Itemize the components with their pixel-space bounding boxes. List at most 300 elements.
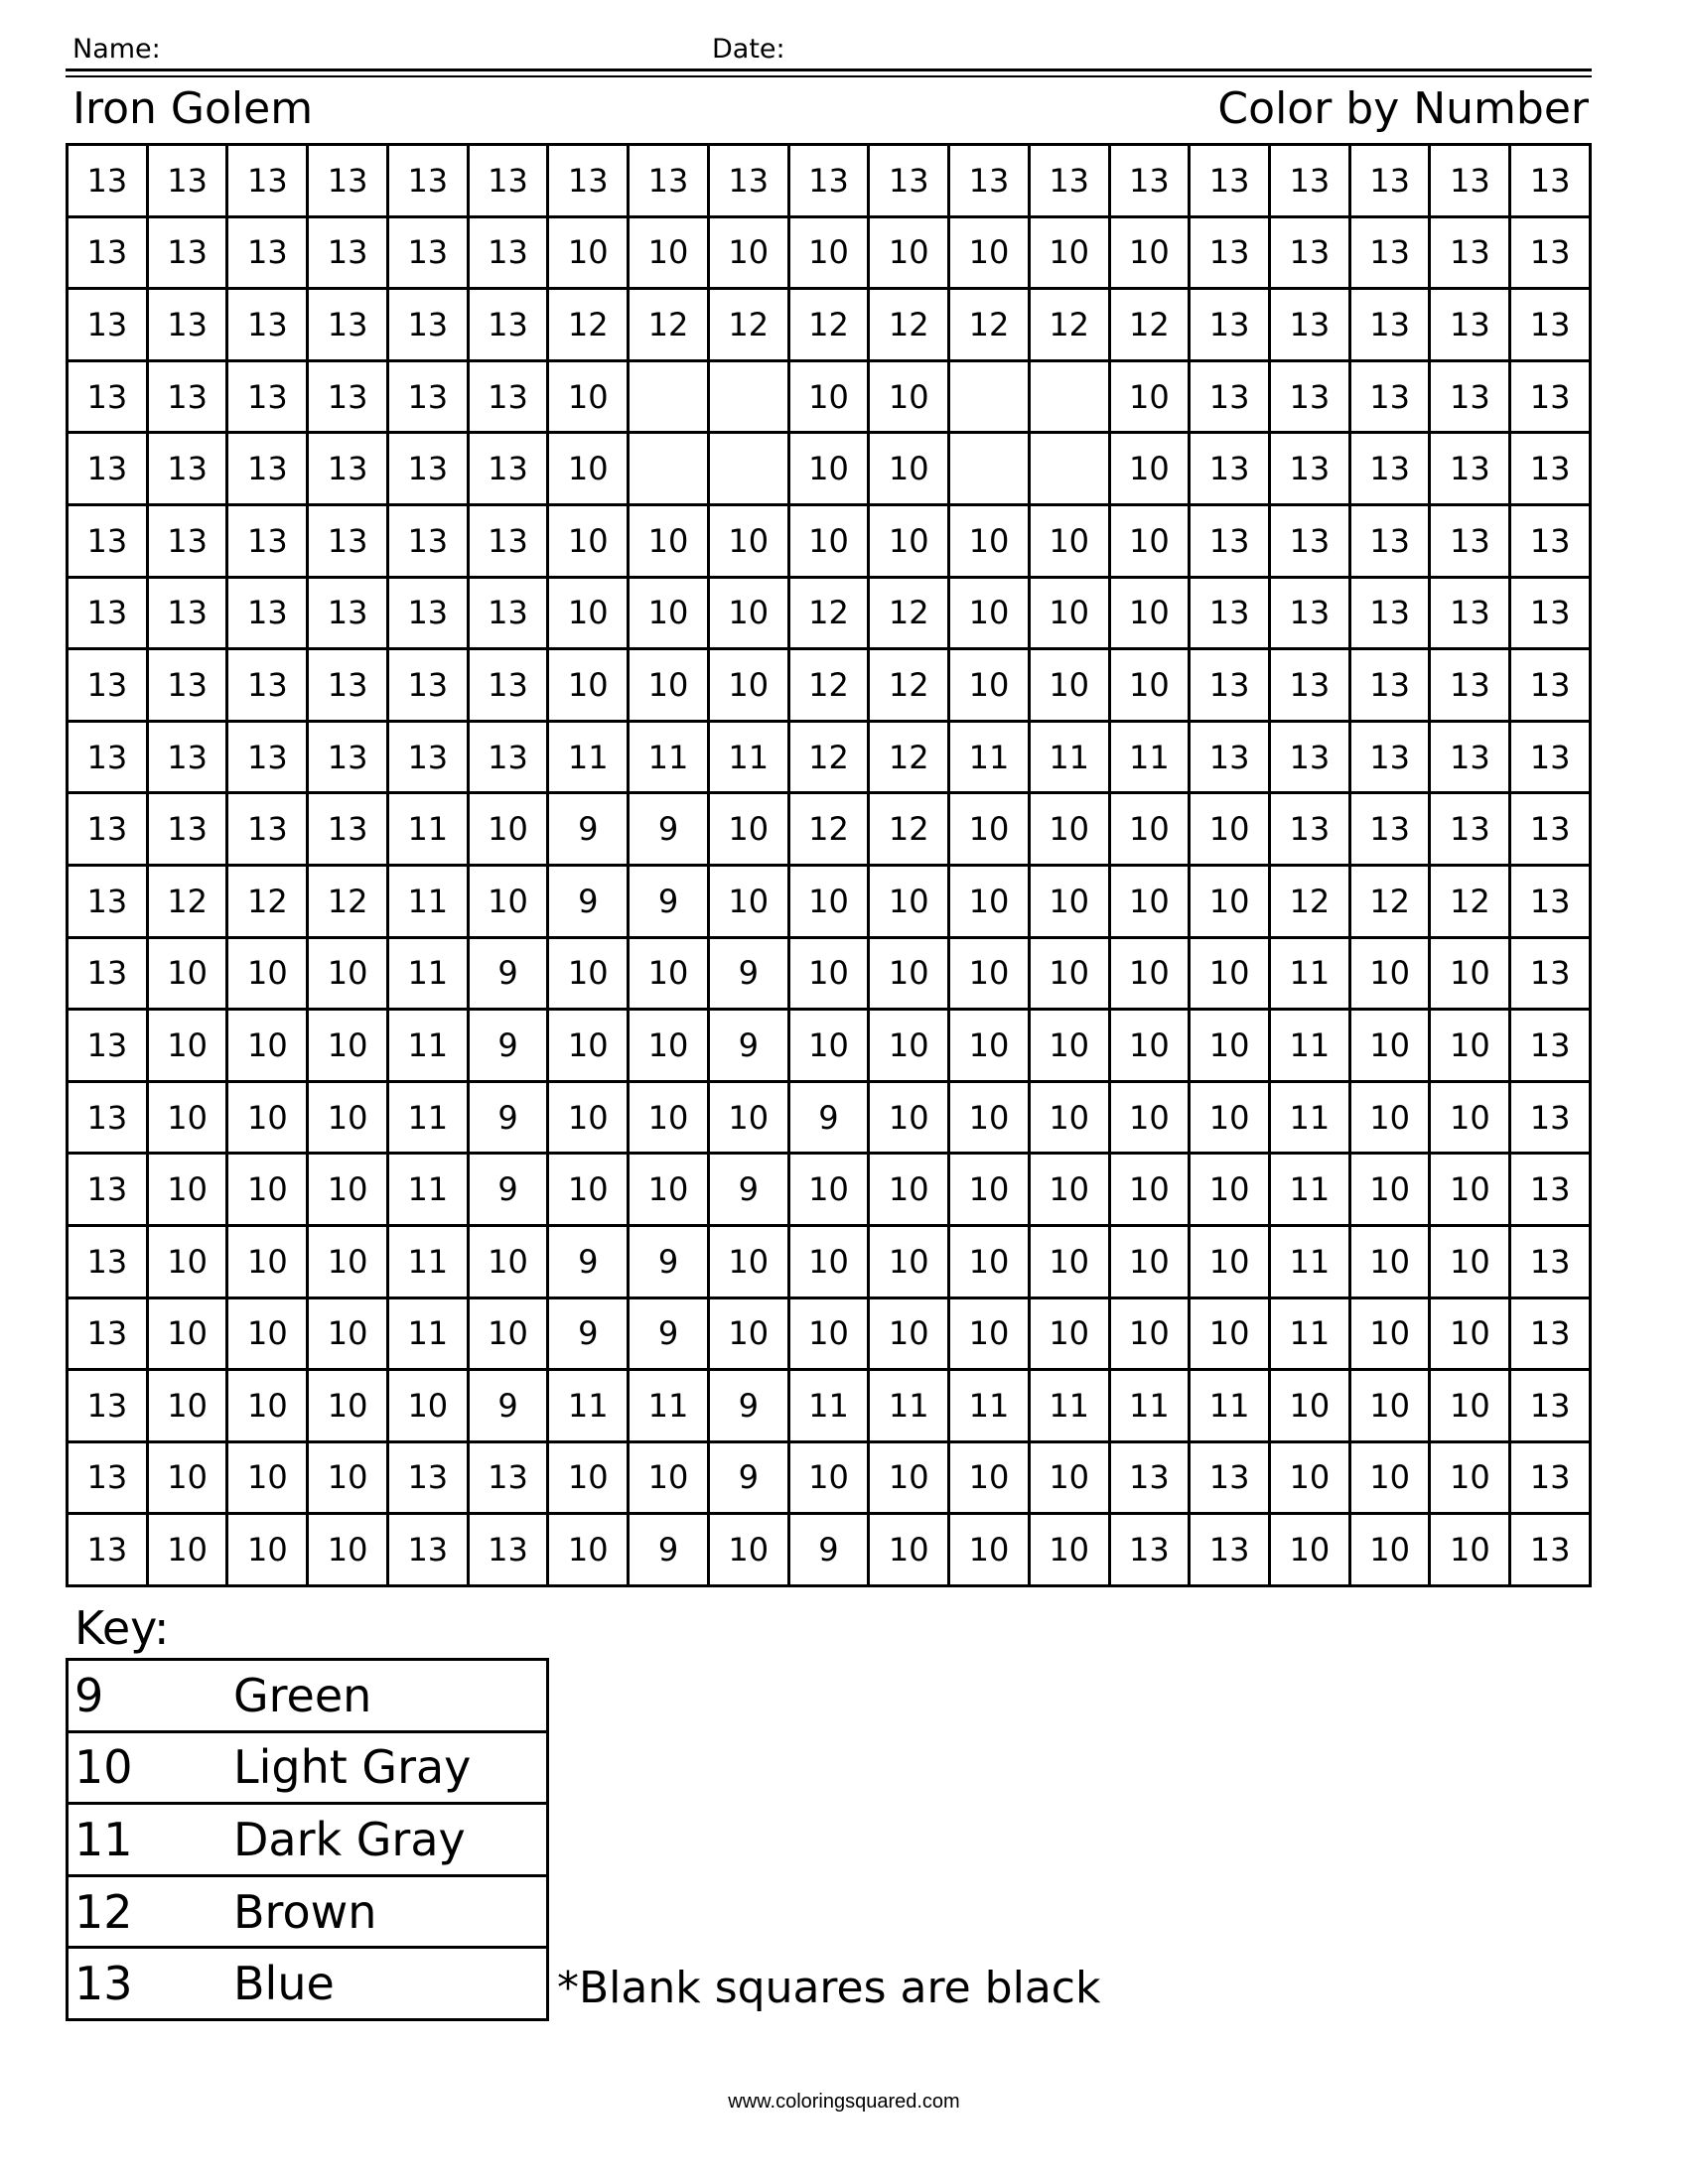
key-number: 13 — [68, 1948, 234, 2020]
grid-cell: 10 — [1029, 577, 1109, 649]
grid-cell: 10 — [548, 504, 629, 577]
grid-cell: 13 — [387, 145, 468, 217]
grid-cell: 10 — [1270, 1514, 1350, 1586]
grid-cell: 13 — [468, 577, 548, 649]
grid-cell: 13 — [308, 145, 388, 217]
grid-cell: 10 — [788, 865, 869, 937]
grid-cell: 11 — [949, 1370, 1030, 1442]
grid-cell: 13 — [1510, 793, 1591, 866]
grid-cell: 10 — [949, 1154, 1030, 1226]
grid-cell — [949, 433, 1030, 505]
grid-cell: 13 — [147, 360, 227, 433]
worksheet-title: Iron Golem — [72, 83, 314, 134]
grid-cell — [708, 433, 788, 505]
grid-cell: 13 — [1190, 721, 1270, 793]
grid-cell: 10 — [949, 1010, 1030, 1082]
grid-cell — [629, 360, 709, 433]
grid-cell: 10 — [1109, 793, 1190, 866]
grid-cell: 12 — [308, 865, 388, 937]
grid-cell: 10 — [629, 1441, 709, 1514]
grid-cell: 10 — [949, 577, 1030, 649]
grid-cell: 10 — [1349, 1154, 1430, 1226]
grid-cell: 11 — [1270, 1297, 1350, 1370]
grid-cell: 11 — [387, 1010, 468, 1082]
grid-cell: 12 — [949, 289, 1030, 361]
grid-cell: 13 — [387, 649, 468, 722]
grid-cell: 13 — [468, 721, 548, 793]
grid-cell: 13 — [227, 504, 308, 577]
grid-cell: 13 — [147, 216, 227, 289]
grid-cell: 10 — [1029, 1514, 1109, 1586]
grid-cell: 13 — [147, 577, 227, 649]
grid-cell: 10 — [1029, 937, 1109, 1010]
grid-cell — [1029, 433, 1109, 505]
grid-cell: 13 — [1510, 289, 1591, 361]
grid-cell: 13 — [1510, 145, 1591, 217]
grid-cell: 13 — [147, 721, 227, 793]
grid-cell: 13 — [387, 577, 468, 649]
grid-cell: 13 — [1270, 793, 1350, 866]
grid-cell: 13 — [1510, 577, 1591, 649]
grid-cell: 13 — [1430, 216, 1510, 289]
grid-cell: 10 — [308, 1154, 388, 1226]
worksheet-subtitle: Color by Number — [1217, 83, 1589, 134]
grid-cell: 9 — [708, 937, 788, 1010]
grid-cell: 13 — [68, 504, 148, 577]
grid-cell: 13 — [68, 937, 148, 1010]
grid-cell: 10 — [869, 937, 949, 1010]
grid-cell: 9 — [468, 1154, 548, 1226]
grid-cell: 13 — [387, 1441, 468, 1514]
grid-cell: 10 — [1349, 1370, 1430, 1442]
grid-cell: 10 — [949, 216, 1030, 289]
grid-cell: 10 — [629, 1081, 709, 1154]
grid-cell: 12 — [869, 793, 949, 866]
grid-cell: 10 — [308, 1514, 388, 1586]
grid-cell: 13 — [468, 504, 548, 577]
grid-cell: 10 — [1349, 1081, 1430, 1154]
grid-cell: 10 — [1029, 649, 1109, 722]
grid-row — [68, 1010, 1591, 1082]
grid-cell: 10 — [708, 577, 788, 649]
grid-cell: 13 — [227, 577, 308, 649]
grid-cell: 13 — [1190, 433, 1270, 505]
grid-cell: 13 — [308, 216, 388, 289]
grid-cell: 13 — [387, 289, 468, 361]
grid-cell: 13 — [387, 1514, 468, 1586]
grid-row — [68, 649, 1591, 722]
grid-cell: 10 — [1190, 1225, 1270, 1297]
grid-cell: 13 — [1510, 1370, 1591, 1442]
grid-cell: 10 — [227, 1010, 308, 1082]
grid-cell: 11 — [1270, 1154, 1350, 1226]
grid-cell: 10 — [708, 504, 788, 577]
grid-row — [68, 1081, 1591, 1154]
grid-cell: 10 — [869, 433, 949, 505]
grid-cell: 13 — [387, 216, 468, 289]
grid-cell: 11 — [1270, 1225, 1350, 1297]
grid-cell: 10 — [788, 1010, 869, 1082]
grid-cell: 10 — [1430, 1081, 1510, 1154]
grid-cell: 10 — [949, 649, 1030, 722]
grid-cell: 10 — [308, 1297, 388, 1370]
grid-cell: 10 — [629, 937, 709, 1010]
grid-cell: 10 — [468, 1297, 548, 1370]
color-grid — [66, 143, 1592, 1587]
grid-cell: 13 — [1349, 577, 1430, 649]
grid-cell: 10 — [548, 1154, 629, 1226]
grid-cell: 13 — [227, 433, 308, 505]
grid-cell: 13 — [468, 289, 548, 361]
grid-cell: 10 — [1349, 937, 1430, 1010]
grid-cell: 13 — [1430, 649, 1510, 722]
grid-cell: 11 — [1109, 721, 1190, 793]
grid-cell: 13 — [1190, 1441, 1270, 1514]
grid-cell: 10 — [1430, 1154, 1510, 1226]
grid-row — [68, 937, 1591, 1010]
grid-cell: 13 — [1270, 577, 1350, 649]
grid-cell: 10 — [708, 793, 788, 866]
grid-cell: 10 — [1190, 1081, 1270, 1154]
grid-cell: 10 — [227, 1154, 308, 1226]
grid-cell: 10 — [788, 1154, 869, 1226]
grid-cell: 10 — [869, 1225, 949, 1297]
grid-cell: 10 — [788, 1297, 869, 1370]
grid-cell: 13 — [1349, 145, 1430, 217]
grid-cell: 10 — [1109, 1081, 1190, 1154]
grid-cell — [629, 433, 709, 505]
key-color-name: Green — [233, 1660, 548, 1732]
grid-cell: 13 — [1349, 721, 1430, 793]
grid-cell: 13 — [1190, 145, 1270, 217]
grid-cell: 13 — [308, 360, 388, 433]
grid-cell: 13 — [629, 145, 709, 217]
grid-cell: 10 — [147, 1514, 227, 1586]
grid-cell: 13 — [227, 793, 308, 866]
grid-cell: 13 — [869, 145, 949, 217]
grid-cell: 10 — [1430, 1225, 1510, 1297]
grid-cell: 9 — [629, 793, 709, 866]
grid-cell: 11 — [788, 1370, 869, 1442]
grid-cell: 12 — [788, 649, 869, 722]
grid-cell: 10 — [548, 577, 629, 649]
grid-cell: 13 — [468, 1441, 548, 1514]
grid-cell: 10 — [1190, 1154, 1270, 1226]
grid-cell: 10 — [869, 1297, 949, 1370]
grid-cell: 13 — [468, 145, 548, 217]
grid-cell: 13 — [1109, 1514, 1190, 1586]
grid-row — [68, 721, 1591, 793]
grid-cell — [1029, 360, 1109, 433]
grid-cell: 13 — [68, 1297, 148, 1370]
grid-cell: 11 — [1270, 937, 1350, 1010]
grid-cell: 10 — [147, 1225, 227, 1297]
grid-cell: 10 — [629, 1154, 709, 1226]
grid-cell: 13 — [1510, 1081, 1591, 1154]
grid-cell: 10 — [1109, 216, 1190, 289]
grid-cell: 13 — [1190, 289, 1270, 361]
grid-cell: 10 — [548, 937, 629, 1010]
grid-cell: 9 — [629, 1225, 709, 1297]
grid-cell: 13 — [68, 649, 148, 722]
grid-cell: 11 — [1029, 1370, 1109, 1442]
grid-cell: 10 — [147, 1081, 227, 1154]
grid-cell: 13 — [68, 1154, 148, 1226]
key-number: 9 — [68, 1660, 234, 1732]
grid-cell: 10 — [1190, 1297, 1270, 1370]
date-label: Date: — [712, 34, 785, 65]
grid-cell: 10 — [1349, 1010, 1430, 1082]
grid-cell: 10 — [708, 1514, 788, 1586]
grid-cell: 10 — [548, 216, 629, 289]
grid-cell: 13 — [1349, 360, 1430, 433]
grid-cell: 9 — [468, 1081, 548, 1154]
grid-cell: 13 — [1029, 145, 1109, 217]
grid-cell: 10 — [949, 1081, 1030, 1154]
grid-cell: 13 — [227, 360, 308, 433]
grid-cell: 13 — [147, 145, 227, 217]
grid-cell: 13 — [1190, 360, 1270, 433]
header-rule-top — [66, 68, 1592, 71]
grid-cell: 13 — [1430, 360, 1510, 433]
grid-cell: 11 — [387, 1297, 468, 1370]
grid-cell: 10 — [227, 1225, 308, 1297]
grid-cell: 10 — [788, 937, 869, 1010]
grid-cell: 12 — [1109, 289, 1190, 361]
grid-cell: 13 — [308, 289, 388, 361]
grid-cell: 13 — [227, 721, 308, 793]
grid-cell: 10 — [1190, 937, 1270, 1010]
grid-cell: 10 — [1430, 1514, 1510, 1586]
grid-cell: 10 — [227, 1297, 308, 1370]
key-row — [68, 1804, 548, 1876]
grid-cell: 12 — [708, 289, 788, 361]
grid-cell: 9 — [629, 1297, 709, 1370]
key-row — [68, 1948, 548, 2020]
grid-cell: 9 — [468, 1010, 548, 1082]
grid-cell: 13 — [1510, 1225, 1591, 1297]
grid-cell: 9 — [629, 865, 709, 937]
grid-cell: 13 — [387, 433, 468, 505]
grid-cell: 10 — [308, 1370, 388, 1442]
grid-cell: 13 — [1510, 937, 1591, 1010]
grid-cell: 10 — [468, 1225, 548, 1297]
grid-cell: 10 — [1349, 1297, 1430, 1370]
grid-cell: 10 — [1029, 1441, 1109, 1514]
grid-cell: 10 — [949, 1514, 1030, 1586]
grid-cell: 11 — [869, 1370, 949, 1442]
grid-cell: 10 — [1029, 1297, 1109, 1370]
grid-cell: 10 — [308, 1225, 388, 1297]
grid-cell: 10 — [1109, 577, 1190, 649]
grid-cell: 10 — [949, 504, 1030, 577]
grid-cell: 13 — [788, 145, 869, 217]
grid-cell: 10 — [1109, 937, 1190, 1010]
grid-cell: 10 — [629, 216, 709, 289]
grid-cell: 13 — [1510, 865, 1591, 937]
grid-cell: 10 — [869, 360, 949, 433]
grid-cell: 9 — [548, 793, 629, 866]
grid-row — [68, 289, 1591, 361]
grid-cell: 10 — [788, 504, 869, 577]
grid-cell: 13 — [949, 145, 1030, 217]
grid-cell: 13 — [1270, 721, 1350, 793]
grid-cell: 10 — [1029, 865, 1109, 937]
grid-cell: 13 — [1430, 793, 1510, 866]
grid-cell: 10 — [227, 937, 308, 1010]
name-label: Name: — [72, 34, 161, 65]
grid-cell: 10 — [147, 1010, 227, 1082]
grid-cell: 12 — [788, 289, 869, 361]
grid-cell: 12 — [1270, 865, 1350, 937]
grid-cell: 13 — [468, 649, 548, 722]
grid-cell: 10 — [1430, 1010, 1510, 1082]
grid-cell: 13 — [1510, 360, 1591, 433]
key-number: 10 — [68, 1731, 234, 1804]
grid-cell: 13 — [1510, 1154, 1591, 1226]
grid-row — [68, 433, 1591, 505]
grid-cell: 13 — [68, 1225, 148, 1297]
grid-cell: 10 — [869, 1154, 949, 1226]
grid-cell: 10 — [869, 1441, 949, 1514]
grid-cell: 10 — [147, 1154, 227, 1226]
grid-cell: 13 — [147, 504, 227, 577]
grid-cell: 10 — [1029, 504, 1109, 577]
grid-cell: 13 — [68, 1514, 148, 1586]
grid-cell: 12 — [869, 289, 949, 361]
grid-cell: 13 — [147, 793, 227, 866]
grid-cell: 11 — [949, 721, 1030, 793]
grid-cell: 13 — [1109, 145, 1190, 217]
grid-cell: 13 — [468, 216, 548, 289]
grid-cell: 13 — [1349, 504, 1430, 577]
grid-cell: 13 — [227, 649, 308, 722]
grid-cell: 10 — [227, 1441, 308, 1514]
color-key-table — [66, 1658, 549, 2021]
grid-cell: 13 — [548, 145, 629, 217]
grid-cell: 9 — [548, 1297, 629, 1370]
grid-cell: 10 — [548, 1514, 629, 1586]
grid-cell: 10 — [387, 1370, 468, 1442]
grid-cell: 13 — [1430, 433, 1510, 505]
grid-cell: 10 — [949, 865, 1030, 937]
grid-cell: 13 — [68, 360, 148, 433]
grid-row — [68, 1441, 1591, 1514]
grid-row — [68, 793, 1591, 866]
grid-cell: 11 — [387, 1081, 468, 1154]
grid-cell: 13 — [147, 433, 227, 505]
grid-cell: 10 — [869, 1010, 949, 1082]
grid-cell: 10 — [227, 1081, 308, 1154]
grid-row — [68, 1370, 1591, 1442]
grid-cell: 10 — [468, 865, 548, 937]
grid-cell: 10 — [1270, 1370, 1350, 1442]
grid-cell: 11 — [387, 1154, 468, 1226]
grid-cell: 13 — [1349, 649, 1430, 722]
grid-cell: 13 — [227, 289, 308, 361]
grid-cell: 13 — [147, 649, 227, 722]
grid-cell: 13 — [1510, 504, 1591, 577]
grid-cell: 10 — [788, 216, 869, 289]
grid-row — [68, 865, 1591, 937]
grid-cell: 13 — [1430, 504, 1510, 577]
grid-cell: 10 — [308, 1010, 388, 1082]
grid-cell: 13 — [1510, 721, 1591, 793]
grid-cell: 11 — [387, 793, 468, 866]
grid-cell: 11 — [629, 1370, 709, 1442]
grid-cell: 10 — [548, 1081, 629, 1154]
grid-cell: 13 — [1190, 216, 1270, 289]
grid-cell: 13 — [1270, 289, 1350, 361]
grid-cell: 10 — [308, 1081, 388, 1154]
key-color-name: Light Gray — [233, 1731, 548, 1804]
grid-cell: 9 — [708, 1154, 788, 1226]
grid-cell: 10 — [548, 649, 629, 722]
grid-cell: 10 — [1349, 1225, 1430, 1297]
grid-cell: 13 — [1270, 433, 1350, 505]
grid-cell: 12 — [788, 721, 869, 793]
grid-cell: 13 — [1270, 145, 1350, 217]
grid-cell: 10 — [1190, 1010, 1270, 1082]
grid-cell: 13 — [1349, 216, 1430, 289]
grid-row — [68, 360, 1591, 433]
grid-cell: 13 — [1510, 1297, 1591, 1370]
grid-cell: 10 — [949, 1297, 1030, 1370]
key-color-name: Brown — [233, 1875, 548, 1948]
grid-cell: 10 — [708, 216, 788, 289]
grid-cell: 12 — [1029, 289, 1109, 361]
key-color-name: Blue — [233, 1948, 548, 2020]
grid-cell: 10 — [1190, 865, 1270, 937]
grid-cell: 13 — [227, 216, 308, 289]
grid-cell: 10 — [308, 937, 388, 1010]
grid-cell: 11 — [1029, 721, 1109, 793]
grid-cell: 11 — [1109, 1370, 1190, 1442]
grid-cell: 13 — [308, 504, 388, 577]
grid-cell: 9 — [708, 1010, 788, 1082]
grid-cell: 13 — [1510, 1441, 1591, 1514]
grid-cell: 13 — [387, 360, 468, 433]
grid-row — [68, 504, 1591, 577]
grid-cell: 13 — [308, 721, 388, 793]
grid-cell: 13 — [1270, 360, 1350, 433]
grid-cell: 11 — [387, 1225, 468, 1297]
grid-cell: 10 — [949, 1225, 1030, 1297]
grid-cell — [949, 360, 1030, 433]
grid-cell: 10 — [548, 360, 629, 433]
grid-cell: 13 — [68, 1081, 148, 1154]
key-color-name: Dark Gray — [233, 1804, 548, 1876]
grid-row — [68, 1514, 1591, 1586]
grid-cell: 10 — [1109, 1225, 1190, 1297]
grid-cell: 10 — [629, 649, 709, 722]
grid-cell: 11 — [1270, 1081, 1350, 1154]
grid-cell: 13 — [1510, 1010, 1591, 1082]
grid-cell: 10 — [147, 1441, 227, 1514]
grid-cell: 13 — [68, 216, 148, 289]
grid-cell: 10 — [629, 504, 709, 577]
grid-cell: 10 — [548, 1441, 629, 1514]
grid-cell: 12 — [788, 577, 869, 649]
grid-cell: 10 — [1109, 1010, 1190, 1082]
grid-cell: 13 — [1510, 216, 1591, 289]
grid-cell: 10 — [1029, 1081, 1109, 1154]
grid-cell: 12 — [869, 721, 949, 793]
grid-cell: 9 — [548, 865, 629, 937]
grid-cell: 10 — [949, 1441, 1030, 1514]
key-row — [68, 1660, 548, 1732]
grid-row — [68, 1225, 1591, 1297]
